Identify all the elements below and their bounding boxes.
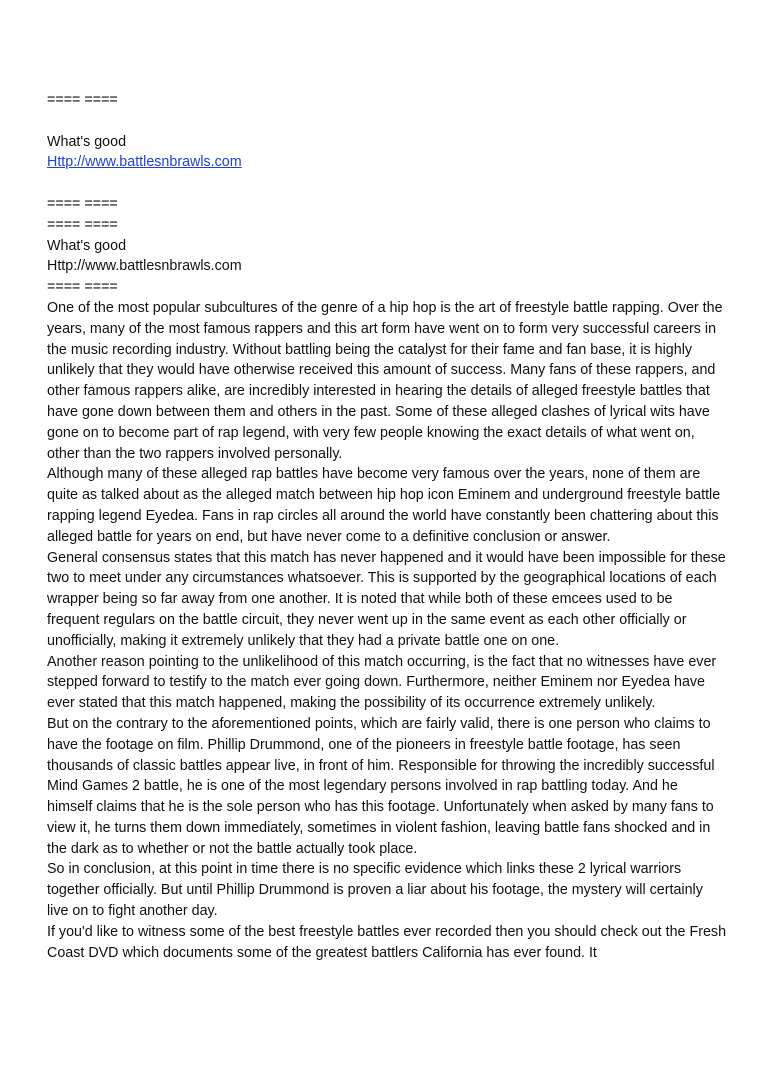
article-paragraph: One of the most popular subcultures of the genre of a hip hop is the art of freestyle battle rapping. Over the years, many of the most famous rappers and this art form have went on to form very successful careers in the music recording industry. Without battling being the catalyst for their fame and fan base, it is highly unlikely that they would have otherwise received this amount of success. Many fans of these rappers, and other famous rappers alike, are incredibly interested in hearing the details of alleged freestyle battles that have gone down between them and others in the past. Some of these alleged clashes of lyrical wits have gone on to become part of rap legend, with very few people knowing the exact details of what went on, other than the two rappers involved personally. [47, 299, 723, 462]
greeting-text: What's good [47, 133, 127, 150]
article-body [47, 298, 727, 964]
article-paragraph: Although many of these alleged rap battles have become very famous over the years, none of them are quite as talked about as the alleged match between hip hop icon Eminem and underground freestyle battle rapping legend Eyedea. Fans in rap circles all around the world have constantly been chattering about this alleged battle for years on end, but have never come to a definitive conclusion or answer. [47, 466, 721, 545]
article-paragraph: General consensus states that this match has never happened and it would have been impossible for these two to meet under any circumstances whatsoever. This is supported by the geographical locations of each wrapper being so far away from one another. It is noted that while both of these emcees used to be frequent regulars on the battle circuit, they never went up in the same event as each other officially or unofficially, making it extremely unlikely that they had a private battle one on one. [47, 549, 726, 649]
article-paragraph: So in conclusion, at this point in time there is no specific evidence which links these 2 lyrical warriors together officially. But until Phillip Drummond is proven a liar about his footage, the mystery will certainly live on to fight another day. [47, 861, 703, 920]
website-link[interactable]: Http://www.battlesnbrawls.com [47, 154, 242, 171]
article-paragraph: But on the contrary to the aforementioned points, which are fairly valid, there is one person who claims to have the footage on film. Phillip Drummond, one of the pioneers in freestyle battle footage, has seen thousands of classic battles appear live, in front of him. Responsible for throwing the incredibly successful Mind Games 2 battle, he is one of the most legendary persons involved in rap battling today. And he himself claims that he is the sole person who has this footage. Unfortunately when asked by many fans to view it, he turns them down immediately, sometimes in violent fashion, leaving battle fans shocked and in the dark as to whether or not the battle actually took place. [47, 715, 715, 857]
url-text: Http://www.battlesnbrawls.com [47, 258, 242, 275]
document-page [47, 90, 727, 963]
separator-line: ==== ==== [47, 279, 118, 296]
separator-line: ==== ==== [47, 216, 118, 233]
spacer [47, 111, 727, 132]
article-paragraph: Another reason pointing to the unlikelihood of this match occurring, is the fact that no witnesses have ever stepped forward to testify to the match ever going down. Furthermore, neither Eminem nor Eyedea have ever stated that this match happened, making the possibility of its occurrence extremely unlikely. [47, 653, 717, 712]
greeting-text: What's good [47, 237, 127, 254]
article-paragraph: If you'd like to witness some of the best freestyle battles ever recorded then you should check out the Fresh Coast DVD which documents some of the greatest battlers California has ever found. It [47, 923, 727, 961]
separator-line: ==== ==== [47, 92, 118, 108]
spacer [47, 173, 727, 194]
separator-line: ==== ==== [47, 195, 118, 212]
